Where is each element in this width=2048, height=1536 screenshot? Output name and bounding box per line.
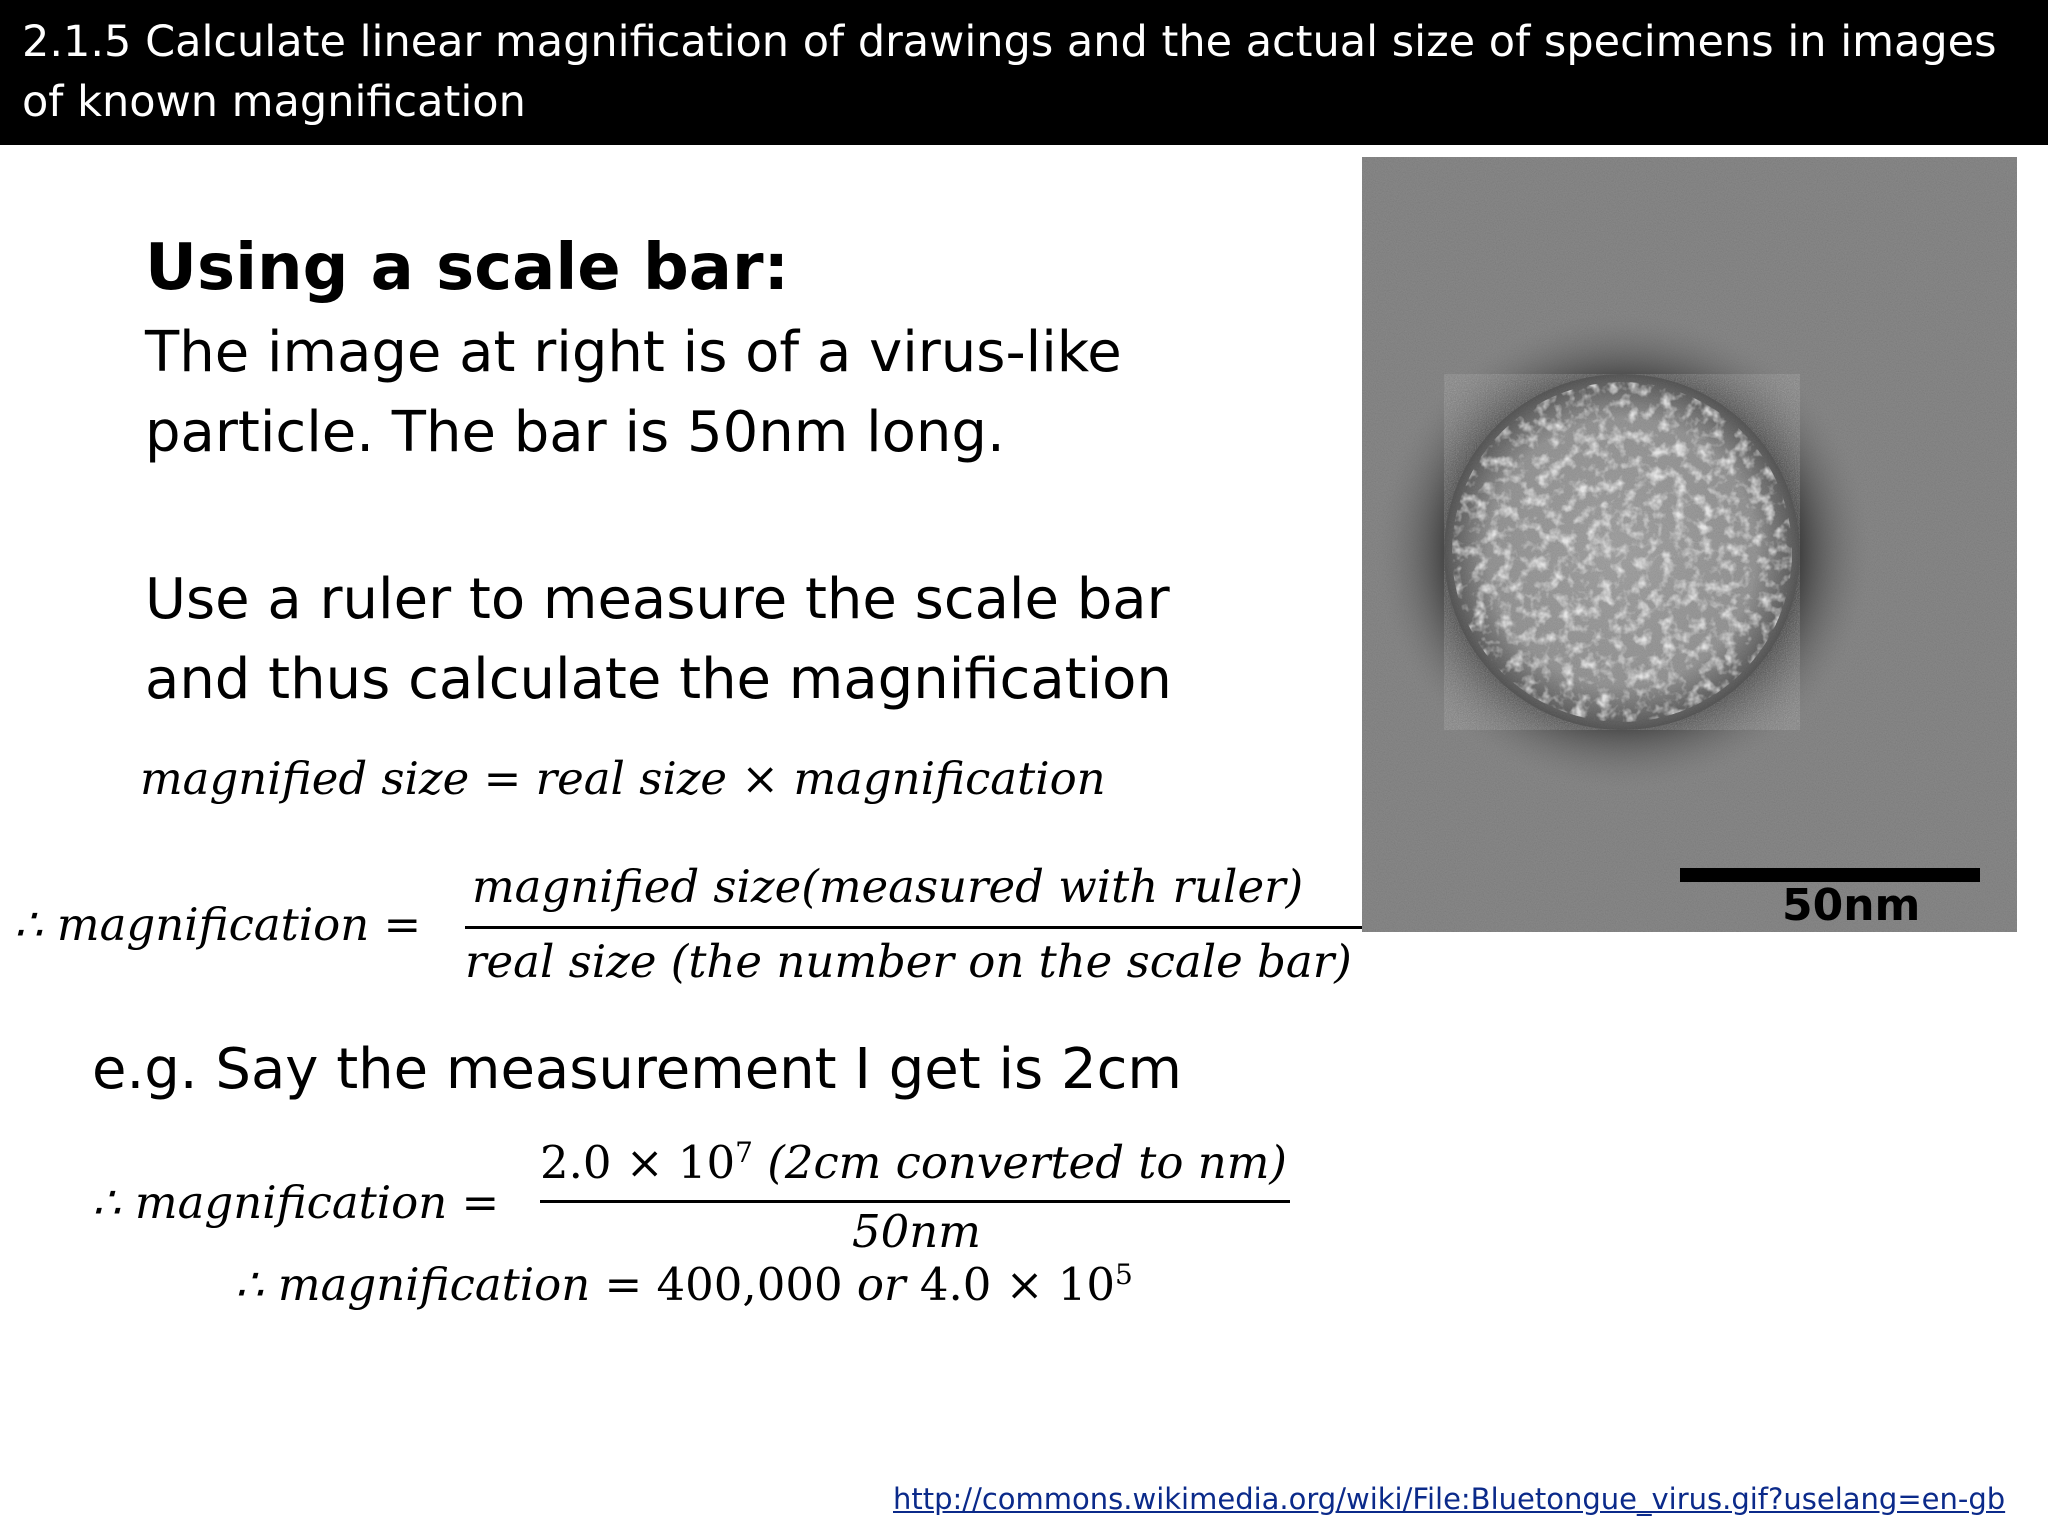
formula2-denominator: real size (the number on the scale bar) — [465, 935, 1352, 988]
instruction-line-2: and thus calculate the magnification — [145, 647, 1172, 712]
formula-magnified-size: magnified size = real size × magnification — [140, 752, 1106, 805]
source-link[interactable]: http://commons.wikimedia.org/wiki/File:Bluetongue_virus.gif?uselang=en-gb — [893, 1482, 2006, 1516]
instruction-line-1: Use a ruler to measure the scale bar — [145, 567, 1170, 632]
slide-header — [0, 0, 2048, 145]
formula3-fraction-bar — [540, 1200, 1290, 1203]
section-heading: Using a scale bar: — [145, 231, 790, 305]
formula2-lhs: ∴ magnification = — [14, 898, 422, 951]
virus-micrograph-image — [1362, 157, 2017, 932]
instruction-paragraph — [145, 560, 1172, 720]
example-sentence: e.g. Say the measurement I get is 2cm — [92, 1037, 1182, 1102]
formula4-result: ∴ magnification = 400,000 or $4.0 \times 10^5$ — [235, 1258, 1133, 1311]
slide-title: 2.1.5 Calculate linear magnification of drawings and the actual size of specimens in images of known magnification — [22, 17, 1997, 127]
intro-line-2: particle. The bar is 50nm long. — [145, 400, 1005, 465]
formula2-numerator: magnified size(measured with ruler) — [472, 860, 1304, 913]
intro-line-1: The image at right is of a virus-like — [145, 320, 1122, 385]
scale-bar-label: 50nm — [1782, 880, 1921, 931]
formula2-fraction-bar — [465, 926, 1363, 929]
intro-paragraph — [145, 313, 1122, 473]
formula3-lhs: ∴ magnification = — [92, 1176, 500, 1229]
formula3-numerator: $2.0 \times 10^7$ (2cm converted to nm) — [540, 1136, 1287, 1189]
formula3-denominator: 50nm — [852, 1205, 981, 1258]
